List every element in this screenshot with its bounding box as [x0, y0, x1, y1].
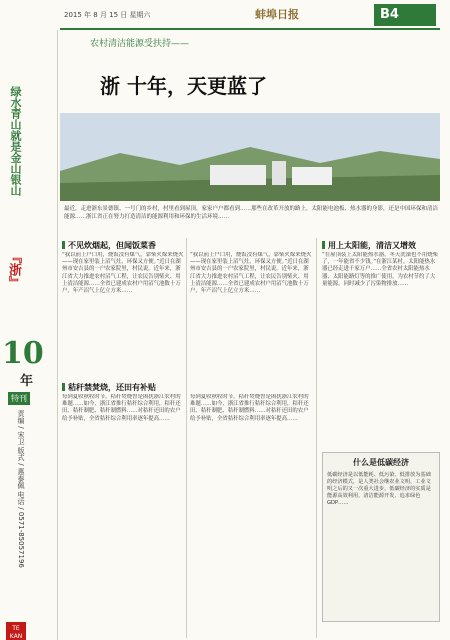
heading-marker-icon: [62, 383, 65, 391]
heading-marker-icon: [62, 241, 65, 249]
tekan-badge: TE KAN: [6, 622, 26, 640]
sidebar-text: 低碳经济是以低能耗、低污染、低排放为基础的经济模式，是人类社会继农业文明、工业文明之后的又一次重大进步。低碳经济的实质是能源高效利用、清洁能源开发、追求绿色GDP……: [327, 472, 431, 506]
sidebar-title: 什么是低碳经济: [353, 458, 409, 467]
section-heading-2: 秸秆禁焚烧，还田有补贴: [62, 382, 156, 393]
section-body-1b: “我以前上户口用，烧饭没有煤气，靠柴火煤来烧火——现在家里装上沼气灶，环保又方便。”近日在湖州市安吉县的一户农家院里，村民说。近年来，浙江省大力推进农村沼气工程，让农民告别柴火、用上清洁能源……全省已建成农村户用沼气池数十万户，年产沼气上亿立方米……: [190, 252, 312, 295]
section-heading-3: 用上太阳能，清洁又增效: [322, 240, 416, 251]
newspaper-brand: 蚌埠日报: [255, 8, 299, 21]
heading-marker-icon: [322, 241, 325, 249]
section-heading-1: 不见炊烟起，但闻饭菜香: [62, 240, 156, 251]
left-column: [0, 30, 58, 640]
anniversary-number: 10: [2, 336, 44, 371]
section-body-3: “在屋顶装上太阳能热水器，冬天洗澡也不用烧柴了，一年能省不少钱。”在浙江某村，太阳能热水器已经走进千家万户……全省农村太阳能热水器、太阳能路灯等的推广使用，为农村节约了大量能源，同时减少了污染物排放……: [322, 252, 438, 287]
column-rule: [316, 238, 317, 638]
section-body-2a: 每到夏收秋收时节，秸秆焚烧曾是困扰浙江农村的难题……如今，浙江省推行秸秆综合利用，秸秆还田、秸秆制肥、秸秆制燃料……对秸秆还田的农户给予补贴，全省秸秆综合利用率逐年提高……: [62, 394, 181, 422]
vertical-title: 绿水青山就是金山银山: [9, 86, 22, 196]
sidebar-box: [322, 452, 440, 622]
section-body-1a: “我以前上户口用，烧饭没有煤气，靠柴火煤来烧火——现在家里装上沼气灶，环保又方便。”近日在湖州市安吉县的一户农家院里，村民说。近年来，浙江省大力推进农村沼气工程，让农民告别柴火、用上清洁能源……全省已建成农村户用沼气池数十万户，年产沼气上亿立方米……: [62, 252, 184, 295]
headline: 浙 十年，天更蓝了: [100, 74, 267, 98]
lead-paragraph: 最近，走进浙东景德镇、一号门的乡村，村里看到屋顶，家家户户都看到……那些在改革开放的路上，太阳能电池板、热水器的身影，还是中国环保和清洁能源……浙江省正在努力打造清洁的能源利用和环保的生活环境……: [64, 206, 439, 220]
page-number-badge: B4: [374, 4, 436, 26]
masthead: [0, 0, 450, 30]
special-issue-label: 特刊: [8, 392, 30, 405]
section-body-2b: 每到夏收秋收时节，秸秆焚烧曾是困扰浙江农村的难题……如今，浙江省推行秸秆综合利用，秸秆还田、秸秆制肥、秸秆制燃料……对秸秆还田的农户给予补贴，全省秸秆综合利用率逐年提高……: [190, 394, 309, 422]
column-rule: [186, 238, 187, 638]
lead-photo: [60, 113, 440, 201]
kicker: 农村清洁能源受扶持——: [90, 39, 190, 49]
issue-date: 2015 年 8 月 15 日 星期六: [64, 11, 151, 19]
editor-credits: 责编 / 宋卫 版式 / 惠泰佩 电话 / 0571-85057196: [17, 410, 25, 568]
masthead-rule: [60, 28, 440, 30]
year-character: 年: [20, 374, 34, 389]
bracket-word: 『浙』: [6, 250, 21, 289]
